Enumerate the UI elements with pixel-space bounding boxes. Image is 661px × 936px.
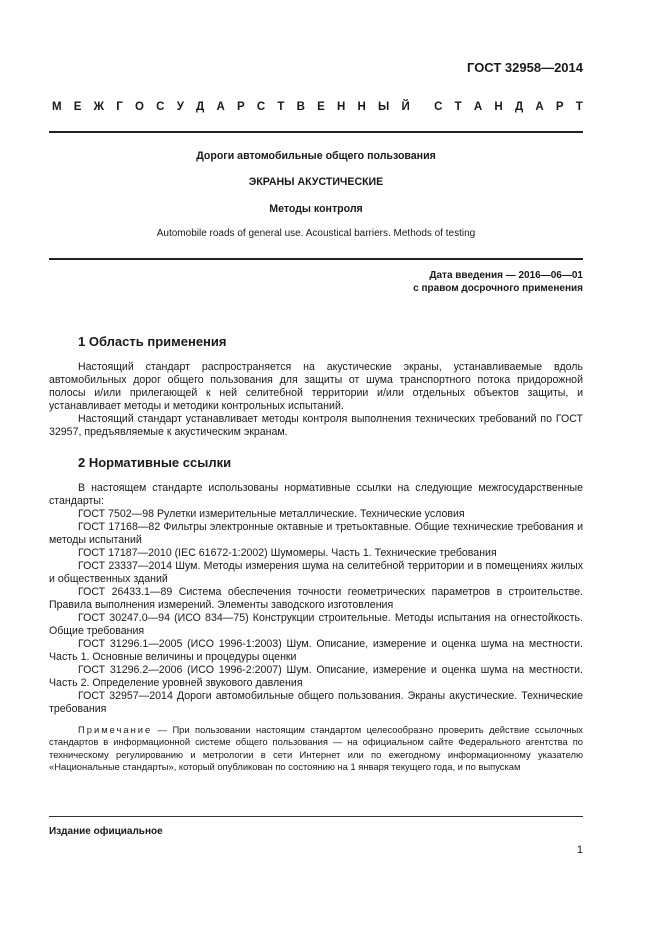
banner-letter: А [473,101,483,113]
page-number: 1 [576,844,583,856]
banner-letter: А [216,101,225,113]
banner-letter: Д [514,101,524,113]
footer-rule [49,816,583,817]
section-2-intro: В настоящем стандарте использованы нормативные ссылки на следующие межгосударственные стандарты: [49,482,583,507]
title-english: Automobile roads of general use. Acoustical barriers. Methods of testing [156,228,476,239]
banner-letter: Н [357,101,366,113]
title-line-1: Дороги автомобильные общего пользования [196,150,436,162]
banner-letter: Е [73,101,82,113]
reference-item: ГОСТ 23337—2014 Шум. Методы измерения шума на селитебной территории и в помещениях жилых и общественных зданий [49,560,583,585]
banner-letter: Р [236,101,245,113]
introduction-date-line: Дата введения — 2016—06—01 [429,270,583,281]
banner-letter: Ы [378,101,390,113]
banner-letter: Н [336,101,346,113]
official-edition-label: Издание официальное [49,826,163,837]
note-label: Примечание [78,724,153,735]
reference-item: ГОСТ 31296.2—2006 (ИСО 1996-2:2007) Шум. Описание, измерение и оценка шума на местности. Часть 2. Определение уровней звукового давления [49,664,583,689]
section-2-heading: 2 Нормативные ссылки [78,455,232,470]
banner-letter: У [176,101,184,113]
reference-item: ГОСТ 26433.1—89 Система обеспечения точности геометрических параметров в строительстве. Правила выполнения измерений. Элементы заводского изготовления [49,586,583,611]
interstate-standard-banner [52,101,583,113]
reference-item: ГОСТ 32957—2014 Дороги автомобильные общего пользования. Экраны акустические. Технические требования [49,690,583,715]
title-line-2: ЭКРАНЫ АКУСТИЧЕСКИЕ [248,176,384,188]
banner-letter: О [135,101,144,113]
section-1-paragraph-2: Настоящий стандарт устанавливает методы контроля выполнения технических требований по ГОСТ 32957, предъявляемые к акустическим экранам. [49,413,583,438]
banner-letter: С [434,101,443,113]
note-paragraph [49,724,583,773]
reference-item: ГОСТ 31296.1—2005 (ИСО 1996-1:2003) Шум. Описание, измерение и оценка шума на местности. Часть 1. Основные величины и процедуры оценки [49,638,583,663]
banner-letter: Ж [93,101,105,113]
reference-item: ГОСТ 17187—2010 (IEC 61672-1:2002) Шумомеры. Часть 1. Технические требования [78,547,497,559]
section-1-heading: 1 Область применения [78,334,227,349]
banner-letter: Р [555,101,564,113]
section-1-paragraph-1: Настоящий стандарт распространяется на акустические экраны, устанавливаемые вдоль автомобильных дорог общего пользования для защиты от шума транспортного потока придорожной полосы и/или прилегающей к ней селитебной территории и/или отдельных объектов защиты, и устанавливает методы и методики контрольных испытаний. [49,361,583,412]
section-1-body [49,361,583,439]
banner-letter: А [535,101,544,113]
banner-letter: Й [401,101,410,113]
header-rule [49,131,583,133]
banner-letter: Т [575,101,583,113]
banner-letter: Т [454,101,462,113]
reference-item: ГОСТ 30247.0—94 (ИСО 834—75) Конструкции строительные. Методы испытания на огнестойкость. Общие требования [49,612,583,637]
introduction-date [300,269,583,295]
banner-letter: Г [116,101,123,113]
banner-letter: М [52,101,62,113]
banner-letter: Д [196,101,205,113]
banner-letter: С [156,101,165,113]
reference-item: ГОСТ 17168—82 Фильтры электронные октавные и третьоктавные. Общие технические требования и методы испытаний [49,521,583,546]
banner-letter: Н [494,101,503,113]
document-number: ГОСТ 32958—2014 [467,60,583,75]
section-2-body [49,482,583,716]
banner-letter: Е [317,101,325,113]
title-line-3: Методы контроля [269,203,363,215]
banner-letter: С [256,101,266,113]
early-application-line: с правом досрочного применения [413,283,583,294]
reference-item: ГОСТ 7502—98 Рулетки измерительные металлические. Технические условия [78,508,465,520]
banner-letter: Т [277,101,285,113]
note-text: — При пользовании настоящим стандартом целесообразно проверить действие ссылочных стандартов в информационной системе общего пользования — на официальном сайте Федерального агентства по техническому регулированию и метрологии в сети Интернет или по ежегодному информационному указателю «Национальные стандарты», который опубликован по состоянию на 1 января текущего года, и по выпускам [49,724,583,772]
note-block [49,724,583,773]
title-rule [49,258,583,260]
banner-letter: В [296,101,305,113]
